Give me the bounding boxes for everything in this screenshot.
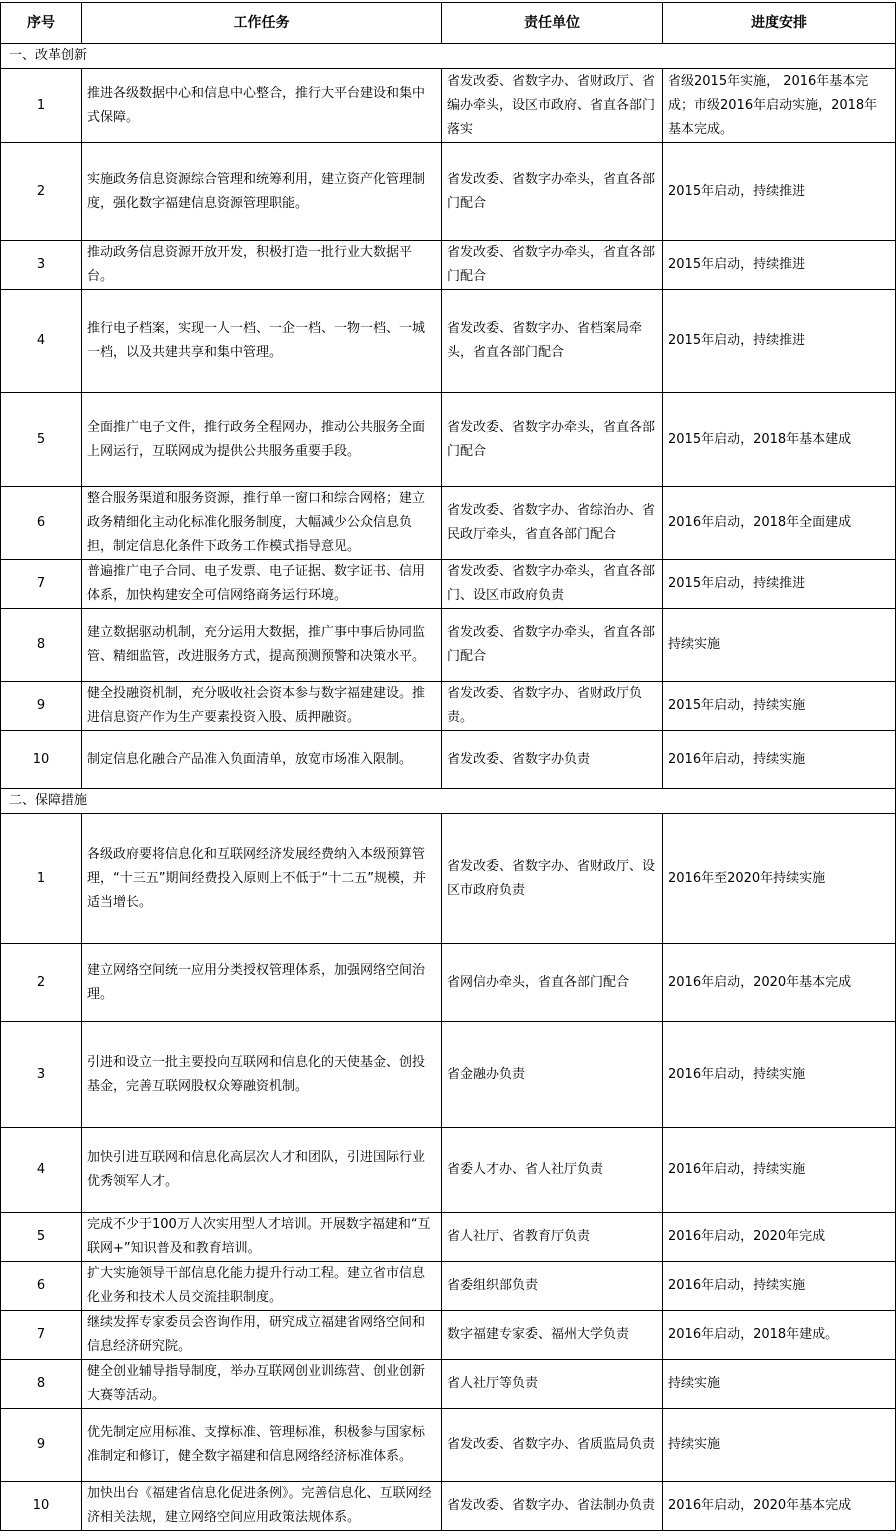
- task-cell: 加快引进互联网和信息化高层次人才和团队，引进国际行业优秀领军人才。: [82, 1128, 442, 1213]
- unit-cell: 省发改委、省数字办、省综治办、省民政厅牵头，省直各部门配合: [442, 487, 663, 560]
- task-cell: 推进各级数据中心和信息中心整合，推行大平台建设和集中式保障。: [82, 69, 442, 143]
- task-cell: 制定信息化融合产品准入负面清单，放宽市场准入限制。: [82, 731, 442, 789]
- row-number: 4: [1, 290, 82, 393]
- task-cell: 优先制定应用标准、支撑标准、管理标准，积极参与国家标准制定和修订，健全数字福建和信息网络经济标准体系。: [82, 1409, 442, 1482]
- header-unit: 责任单位: [442, 3, 663, 44]
- schedule-cell: 2016年启动，持续实施: [663, 1022, 896, 1128]
- unit-cell: 省委组织部负责: [442, 1262, 663, 1311]
- schedule-cell: 2015年启动，持续推进: [663, 290, 896, 393]
- schedule-cell: 2016年启动，持续实施: [663, 731, 896, 789]
- row-number: 7: [1, 560, 82, 609]
- table-row: [1, 1128, 896, 1213]
- task-cell: 建立网络空间统一应用分类授权管理体系，加强网络空间治理。: [82, 944, 442, 1022]
- row-number: 2: [1, 143, 82, 241]
- table-row: [1, 1311, 896, 1360]
- task-cell: 完成不少于100万人次实用型人才培训。开展数字福建和“互联网+”知识普及和教育培训。: [82, 1213, 442, 1262]
- table-row: [1, 1409, 896, 1482]
- unit-cell: 省发改委、省数字办、省财政厅负责。: [442, 682, 663, 731]
- task-cell: 健全投融资机制，充分吸收社会资本参与数字福建建设。推进信息资产作为生产要素投资入股、质押融资。: [82, 682, 442, 731]
- schedule-cell: 2016年启动，持续实施: [663, 1262, 896, 1311]
- unit-cell: 省金融办负责: [442, 1022, 663, 1128]
- unit-cell: 省发改委、省数字办、省质监局负责: [442, 1409, 663, 1482]
- table-row: [1, 731, 896, 789]
- task-cell: 加快出台《福建省信息化促进条例》。完善信息化、互联网经济相关法规，建立网络空间应用政策法规体系。: [82, 1482, 442, 1531]
- row-number: 9: [1, 1409, 82, 1482]
- section-row: [1, 44, 896, 69]
- header-row: [1, 3, 896, 44]
- schedule-cell: 2015年启动，2018年基本建成: [663, 393, 896, 487]
- row-number: 1: [1, 69, 82, 143]
- row-number: 3: [1, 1022, 82, 1128]
- header-no: 序号: [1, 3, 82, 44]
- unit-cell: 省发改委、省数字办牵头，省直各部门、设区市政府负责: [442, 560, 663, 609]
- unit-cell: 省发改委、省数字办牵头，省直各部门配合: [442, 143, 663, 241]
- task-cell: 推行电子档案，实现一人一档、一企一档、一物一档、一城一档，以及共建共享和集中管理。: [82, 290, 442, 393]
- schedule-cell: 2016年启动，2020年基本完成: [663, 1482, 896, 1531]
- table-row: [1, 1482, 896, 1531]
- schedule-cell: 2016年启动，2018年全面建成: [663, 487, 896, 560]
- row-number: 5: [1, 1213, 82, 1262]
- table-row: [1, 682, 896, 731]
- task-cell: 健全创业辅导指导制度，举办互联网创业训练营、创业创新大赛等活动。: [82, 1360, 442, 1409]
- schedule-cell: 2015年启动，持续实施: [663, 682, 896, 731]
- schedule-cell: 2015年启动，持续推进: [663, 143, 896, 241]
- task-cell: 建立数据驱动机制，充分运用大数据，推广事中事后协同监管、精细监管，改进服务方式，提高预测预警和决策水平。: [82, 609, 442, 682]
- row-number: 7: [1, 1311, 82, 1360]
- row-number: 6: [1, 487, 82, 560]
- task-cell: 普遍推广电子合同、电子发票、电子证据、数字证书、信用体系，加快构建安全可信网络商务运行环境。: [82, 560, 442, 609]
- schedule-cell: 2016年启动，2020年基本完成: [663, 944, 896, 1022]
- header-task: 工作任务: [82, 3, 442, 44]
- table-row: [1, 814, 896, 944]
- table-row: [1, 609, 896, 682]
- unit-cell: 省发改委、省数字办牵头，省直各部门配合: [442, 241, 663, 290]
- task-cell: 继续发挥专家委员会咨询作用，研究成立福建省网络空间和信息经济研究院。: [82, 1311, 442, 1360]
- schedule-cell: 2016年至2020年持续实施: [663, 814, 896, 944]
- row-number: 10: [1, 731, 82, 789]
- task-cell: 整合服务渠道和服务资源，推行单一窗口和综合网格；建立政务精细化主动化标准化服务制度，大幅减少公众信息负担，制定信息化条件下政务工作模式指导意见。: [82, 487, 442, 560]
- schedule-cell: 持续实施: [663, 609, 896, 682]
- row-number: 2: [1, 944, 82, 1022]
- unit-cell: 省发改委、省数字办、省法制办负责: [442, 1482, 663, 1531]
- unit-cell: 省发改委、省数字办牵头，省直各部门配合: [442, 393, 663, 487]
- unit-cell: 省发改委、省数字办牵头，省直各部门配合: [442, 609, 663, 682]
- schedule-cell: 持续实施: [663, 1409, 896, 1482]
- section-title: 一、改革创新: [1, 44, 896, 69]
- table-row: [1, 143, 896, 241]
- row-number: 1: [1, 814, 82, 944]
- task-table: [0, 2, 896, 1531]
- table-row: [1, 944, 896, 1022]
- table-row: [1, 241, 896, 290]
- row-number: 6: [1, 1262, 82, 1311]
- unit-cell: 数字福建专家委、福州大学负责: [442, 1311, 663, 1360]
- schedule-cell: 持续实施: [663, 1360, 896, 1409]
- table-row: [1, 1262, 896, 1311]
- row-number: 4: [1, 1128, 82, 1213]
- row-number: 3: [1, 241, 82, 290]
- table-row: [1, 487, 896, 560]
- task-cell: 全面推广电子文件，推行政务全程网办，推动公共服务全面上网运行，互联网成为提供公共服务重要手段。: [82, 393, 442, 487]
- table-row: [1, 1213, 896, 1262]
- unit-cell: 省发改委、省数字办负责: [442, 731, 663, 789]
- task-cell: 扩大实施领导干部信息化能力提升行动工程。建立省市信息化业务和技术人员交流挂职制度。: [82, 1262, 442, 1311]
- task-cell: 引进和设立一批主要投向互联网和信息化的天使基金、创投基金，完善互联网股权众筹融资机制。: [82, 1022, 442, 1128]
- section-title: 二、保障措施: [1, 789, 896, 814]
- schedule-cell: 省级2015年实施， 2016年基本完成；市级2016年启动实施，2018年基本完成。: [663, 69, 896, 143]
- task-cell: 各级政府要将信息化和互联网经济发展经费纳入本级预算管理，“十三五”期间经费投入原则上不低于“十二五”规模，并适当增长。: [82, 814, 442, 944]
- row-number: 5: [1, 393, 82, 487]
- table-row: [1, 69, 896, 143]
- row-number: 9: [1, 682, 82, 731]
- table-row: [1, 1360, 896, 1409]
- unit-cell: 省人社厅、省教育厅负责: [442, 1213, 663, 1262]
- schedule-cell: 2015年启动，持续推进: [663, 560, 896, 609]
- unit-cell: 省人社厅等负责: [442, 1360, 663, 1409]
- table-row: [1, 560, 896, 609]
- unit-cell: 省网信办牵头，省直各部门配合: [442, 944, 663, 1022]
- table-row: [1, 393, 896, 487]
- table-row: [1, 290, 896, 393]
- schedule-cell: 2016年启动，2020年完成: [663, 1213, 896, 1262]
- unit-cell: 省委人才办、省人社厅负责: [442, 1128, 663, 1213]
- task-cell: 实施政务信息资源综合管理和统筹利用，建立资产化管理制度，强化数字福建信息资源管理职能。: [82, 143, 442, 241]
- schedule-cell: 2016年启动，持续实施: [663, 1128, 896, 1213]
- row-number: 8: [1, 609, 82, 682]
- schedule-cell: 2015年启动，持续推进: [663, 241, 896, 290]
- row-number: 8: [1, 1360, 82, 1409]
- table-row: [1, 1022, 896, 1128]
- schedule-cell: 2016年启动，2018年建成。: [663, 1311, 896, 1360]
- section-row: [1, 789, 896, 814]
- unit-cell: 省发改委、省数字办、省财政厅、省编办牵头，设区市政府、省直各部门落实: [442, 69, 663, 143]
- unit-cell: 省发改委、省数字办、省财政厅、设区市政府负责: [442, 814, 663, 944]
- unit-cell: 省发改委、省数字办、省档案局牵头，省直各部门配合: [442, 290, 663, 393]
- row-number: 10: [1, 1482, 82, 1531]
- header-schedule: 进度安排: [663, 3, 896, 44]
- task-cell: 推动政务信息资源开放开发，积极打造一批行业大数据平台。: [82, 241, 442, 290]
